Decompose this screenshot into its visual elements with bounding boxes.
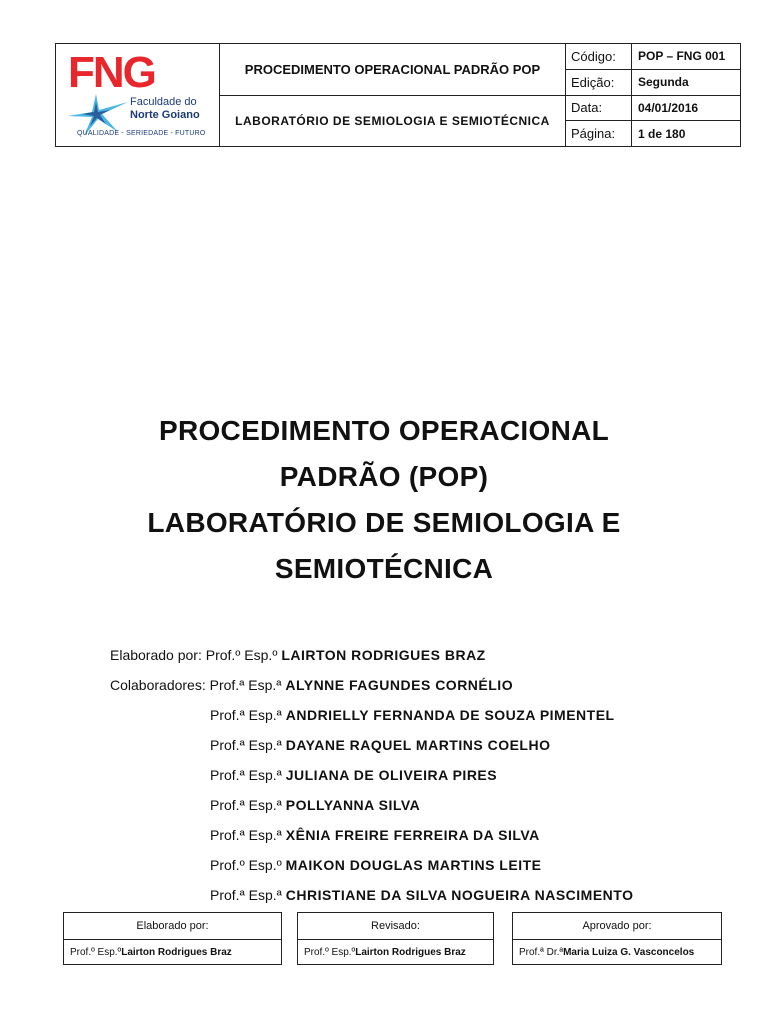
meta-row-edition — [566, 70, 740, 96]
meta-label: Página: — [566, 121, 632, 146]
logo-wordmark: FNG — [68, 48, 155, 97]
main-title-line: SEMIOTÉCNICA — [274, 553, 494, 584]
signature-box-elaborated — [63, 912, 282, 965]
elaborated-by-line — [110, 644, 633, 674]
person-name: DAYANE RAQUEL MARTINS COELHO — [285, 737, 551, 753]
signature-box-approved — [512, 912, 722, 965]
logo-name-line1: Faculdade do — [130, 96, 197, 108]
person-title: Prof.º Esp.º — [304, 946, 356, 958]
collaborator-line — [110, 854, 633, 884]
signature-label: Elaborado por: — [64, 913, 281, 940]
person-name: JULIANA DE OLIVEIRA PIRES — [285, 767, 498, 783]
meta-value: 1 de 180 — [638, 126, 686, 141]
document-header — [55, 43, 741, 147]
logo-tagline: QUALIDADE - SERIEDADE - FUTURO — [77, 130, 206, 137]
person-title: Prof.ª Esp.ª — [209, 677, 286, 693]
institution-logo — [56, 44, 220, 146]
person-name: Lairton Rodrigues Braz — [121, 946, 232, 958]
person-title: Prof.ª Esp.ª — [210, 767, 286, 783]
signature-person — [513, 940, 721, 964]
main-title-line: PROCEDIMENTO OPERACIONAL — [158, 415, 610, 446]
meta-value: POP – FNG 001 — [638, 49, 726, 64]
person-name: Lairton Rodrigues Braz — [355, 946, 466, 958]
person-title: Prof.º Esp.º — [210, 857, 286, 873]
person-title: Prof.ª Esp.ª — [210, 827, 286, 843]
logo-institution-name — [130, 96, 200, 122]
person-title: Prof.ª Esp.ª — [210, 737, 286, 753]
person-name: ALYNNE FAGUNDES CORNÉLIO — [285, 677, 514, 693]
document-main-title — [0, 408, 768, 592]
person-title: Prof.ª Esp.ª — [210, 887, 286, 903]
signature-person — [298, 940, 493, 964]
main-title-line: LABORATÓRIO DE SEMIOLOGIA E — [147, 507, 621, 538]
signature-label: Revisado: — [298, 913, 493, 940]
collaborator-line — [110, 884, 633, 914]
person-name: XÊNIA FREIRE FERREIRA DA SILVA — [285, 827, 540, 843]
signature-label: Aprovado por: — [513, 913, 721, 940]
header-title-cell — [220, 44, 566, 146]
person-title: Prof.º Esp.º — [205, 647, 282, 663]
person-name: CHRISTIANE DA SILVA NOGUEIRA NASCIMENTO — [285, 887, 634, 903]
header-title-bottom: LABORATÓRIO DE SEMIOLOGIA E SEMIOTÉCNICA — [235, 114, 550, 128]
collaborators-label: Colaboradores: — [110, 677, 210, 693]
main-title-line: PADRÃO (POP) — [279, 461, 489, 492]
person-title: Prof.º Esp.º — [70, 946, 122, 958]
collaborator-line — [110, 794, 633, 824]
collaborator-line — [110, 824, 633, 854]
meta-value: 04/01/2016 — [638, 100, 699, 115]
meta-label: Código: — [566, 44, 632, 69]
logo-name-line2: Norte Goiano — [130, 109, 200, 121]
meta-row-page — [566, 121, 740, 146]
signature-box-reviewed — [297, 912, 494, 965]
signature-person — [64, 940, 281, 964]
person-name: MAIKON DOUGLAS MARTINS LEITE — [285, 857, 542, 873]
meta-label: Edição: — [566, 70, 632, 95]
person-name: POLLYANNA SILVA — [285, 797, 421, 813]
person-title: Prof.ª Esp.ª — [210, 707, 286, 723]
person-name: ANDRIELLY FERNANDA DE SOUZA PIMENTEL — [285, 707, 615, 723]
person-title: Prof.ª Dr.ª — [519, 946, 564, 958]
header-title-top: PROCEDIMENTO OPERACIONAL PADRÃO POP — [220, 44, 565, 96]
meta-label: Data: — [566, 96, 632, 121]
collaborator-line — [110, 734, 633, 764]
header-meta-table — [566, 44, 740, 146]
elaborated-label: Elaborado por: — [110, 647, 206, 663]
collaborator-line — [110, 704, 633, 734]
credits-section — [110, 644, 633, 914]
meta-row-code — [566, 44, 740, 70]
person-title: Prof.ª Esp.ª — [210, 797, 286, 813]
collaborator-line — [110, 674, 633, 704]
meta-row-date — [566, 96, 740, 122]
meta-value: Segunda — [638, 75, 689, 90]
collaborator-line — [110, 764, 633, 794]
person-name: LAIRTON RODRIGUES BRAZ — [281, 647, 486, 663]
person-name: Maria Luiza G. Vasconcelos — [563, 946, 695, 958]
